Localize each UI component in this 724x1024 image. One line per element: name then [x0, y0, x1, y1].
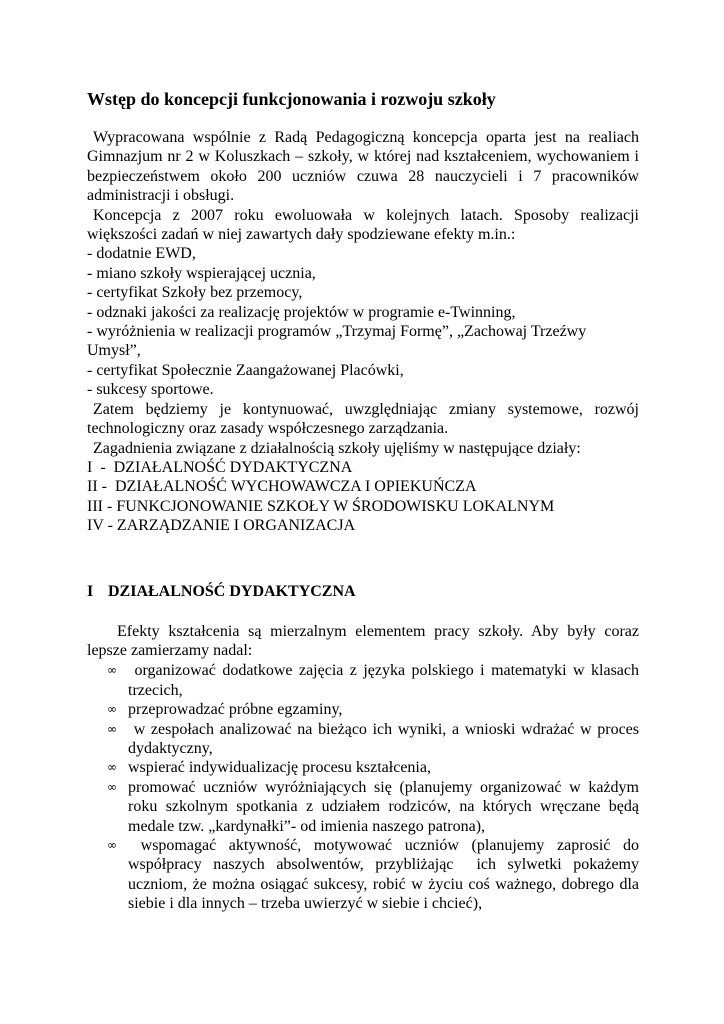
division-item: II - DZIAŁALNOŚĆ WYCHOWAWCZA I OPIEKUŃCZA [87, 478, 477, 496]
division-item: III - FUNKCJONOWANIE SZKOŁY W ŚRODOWISKU LOKALNYM [87, 497, 555, 515]
goal-text: promować uczniów wyróżniających się (planujemy organizować w każdym roku szkolnym spotkania z udziałem rodziców, na których wręczane będą medale tzw. „kardynałki”- od imienia naszego patrona), [128, 778, 639, 835]
intro-paragraph-3: Zatem będziemy je kontynuować, uwzględniając zmiany systemowe, rozwój technologiczny oraz zasady współczesnego zarządzania. [87, 400, 639, 438]
effects-list-item: - certyfikat Społecznie Zaangażowanej Placówki, [87, 361, 404, 379]
infinity-bullet-icon: ∞ [107, 760, 117, 775]
section-title: DZIAŁALNOŚĆ DYDAKTYCZNA [108, 582, 356, 600]
goal-item [87, 778, 639, 836]
goal-item [87, 700, 639, 719]
goal-text: przeprowadzać próbne egzaminy, [128, 701, 343, 719]
effects-list-item: - wyróżnienia w realizacji programów „Trzymaj Formę”, „Zachowaj Trzeźwy Umysł”, [87, 323, 587, 360]
infinity-bullet-icon: ∞ [107, 838, 117, 852]
infinity-bullet-icon: ∞ [107, 721, 117, 736]
goal-text: w zespołach analizować na bieżąco ich wyniki, a wnioski wdrażać w proces dydaktyczny, [128, 720, 644, 757]
goal-item [87, 661, 643, 700]
section-heading [87, 582, 639, 602]
effects-list [87, 244, 639, 399]
intro-paragraph-1: Wypracowana wspólnie z Radą Pedagogiczną koncepcja oparta jest na realiach Gimnazjum nr 2 w Koluszkach – szkoły, w której nad kształceniem, wychowaniem i bezpieczeństwem około 200 uczniów czuwa 28 nauczycieli i 7 pracowników administracji i obsługi. [87, 129, 639, 205]
goal-text: wspomagać aktywność, motywować uczniów (planujemy zaprosić do współpracy naszych absolwentów, przybliżając ich sylwetki pokażemy uczniom, że można osiągać sukcesy, robić w życiu coś ważnego, dobrego dla siebie i dla innych – trzeba uwierzyć w siebie i chcieć), [128, 837, 643, 913]
intro-paragraph-2: Koncepcja z 2007 roku ewoluowała w kolejnych latach. Sposoby realizacji większości zadań w niej zawartych dały spodziewane efekty m.in.: [87, 206, 639, 244]
effects-list-item: - odznaki jakości za realizację projektów w programie e-Twinning, [87, 303, 516, 321]
effects-list-item: - miano szkoły wspierającej ucznia, [87, 264, 316, 282]
infinity-bullet-icon: ∞ [107, 663, 117, 678]
divisions-list [87, 458, 639, 536]
goal-item [87, 720, 644, 759]
document-page [87, 88, 644, 914]
intro-paragraph-4: Zagadnienia związane z działalnością szkoły ujęliśmy w następujące działy: [93, 439, 581, 457]
goals-list [87, 661, 644, 913]
effects-list-item: - certyfikat Szkoły bez przemocy, [87, 284, 303, 302]
division-item: I - DZIAŁALNOŚĆ DYDAKTYCZNA [87, 458, 353, 476]
document-title: Wstęp do koncepcji funkcjonowania i rozwoju szkoły [87, 89, 496, 109]
goal-item [87, 758, 639, 777]
section-intro: Efekty kształcenia są mierzalnym elementem pracy szkoły. Aby były coraz lepsze zamierzamy nadal: [87, 622, 639, 659]
effects-list-item: - sukcesy sportowe. [87, 381, 214, 399]
section-number: I [87, 582, 94, 600]
effects-list-item: - dodatnie EWD, [87, 245, 196, 263]
infinity-bullet-icon: ∞ [107, 702, 117, 717]
goal-text: organizować dodatkowe zajęcia z języka polskiego i matematyki w klasach trzecich, [128, 662, 643, 699]
division-item: IV - ZARZĄDZANIE I ORGANIZACJA [87, 517, 356, 535]
goal-item [87, 836, 643, 914]
infinity-bullet-icon: ∞ [107, 779, 117, 794]
goal-text: wspierać indywidualizację procesu kształcenia, [128, 759, 431, 777]
